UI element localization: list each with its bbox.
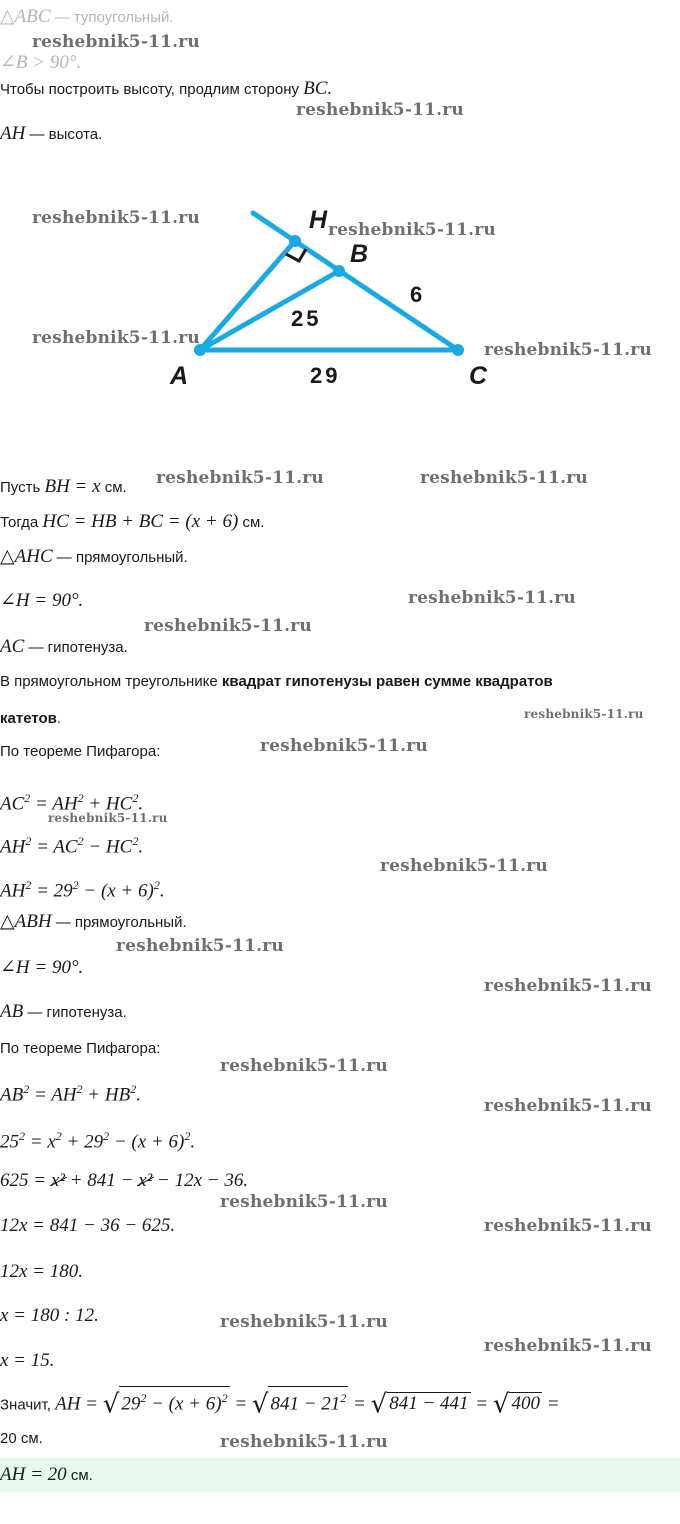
watermark: reshebnik5-11.ru: [380, 856, 548, 876]
hc-line: Тогда HC = HB + BC = (x + 6) см.: [0, 511, 265, 532]
extend-side-line: Чтобы построить высоту, продлим сторону BC.: [0, 78, 333, 99]
watermark: reshebnik5-11.ru: [116, 936, 284, 956]
eq-ah-squared: $AH^2 = AC^2 - HC^2$.: [0, 834, 144, 858]
watermark: reshebnik5-11.ru: [32, 32, 200, 52]
pythag-label-1: По теореме Пифагора:: [0, 743, 161, 760]
watermark: reshebnik5-11.ru: [328, 220, 496, 240]
eq-x-15: x = 15.: [0, 1350, 55, 1371]
eq-625-cancel: 625 = x² + 841 − x² − 12x − 36.: [0, 1170, 249, 1191]
altitude-line: AH — высота.: [0, 123, 103, 144]
watermark: reshebnik5-11.ru: [48, 811, 168, 825]
watermark: reshebnik5-11.ru: [420, 468, 588, 488]
watermark: reshebnik5-11.ru: [484, 340, 652, 360]
abh-right-line: △ABH — прямоугольный.: [0, 911, 187, 932]
watermark: reshebnik5-11.ru: [296, 100, 464, 120]
value-bc: 6: [410, 282, 426, 307]
label-b: B: [350, 240, 369, 268]
eq-ac-squared: $AC^2 = AH^2 + HC^2$.: [0, 791, 144, 815]
label-a: A: [170, 362, 189, 390]
answer-line: AH = 20 см.: [0, 1464, 93, 1485]
watermark: reshebnik5-11.ru: [484, 976, 652, 996]
label-c: C: [469, 362, 488, 390]
ac-hyp-line: AC — гипотенуза.: [0, 636, 128, 657]
angle-h-line-1: ∠H = 90°.: [0, 590, 84, 611]
watermark: reshebnik5-11.ru: [484, 1336, 652, 1356]
point-h: [289, 235, 301, 247]
eq-25-squared: $25^2 = x^2 + 29^2 - (x + 6)^2$.: [0, 1129, 196, 1153]
obtuse-triangle-line: △ABC — тупоугольный.: [0, 6, 174, 27]
angle-b-line: ∠B > 90°.: [0, 52, 82, 73]
answer-box: [0, 1458, 680, 1492]
watermark: reshebnik5-11.ru: [408, 588, 576, 608]
watermark: reshebnik5-11.ru: [524, 707, 644, 721]
watermark: reshebnik5-11.ru: [484, 1216, 652, 1236]
therefore-line: Значит, AH = √ $29^2 - (x + 6)^2$ = √ $841 - 21^2$ = √ 841 − 441 = √ 400 =: [0, 1386, 560, 1416]
eq-12x-expr: 12x = 841 − 36 − 625.: [0, 1215, 176, 1236]
point-b: [333, 265, 345, 277]
cancelled-x2: x²: [50, 1170, 65, 1191]
let-bh-line: Пусть BH = x см.: [0, 476, 127, 497]
watermark: reshebnik5-11.ru: [220, 1192, 388, 1212]
segment-ah: [200, 241, 295, 350]
watermark: reshebnik5-11.ru: [260, 736, 428, 756]
value-ab: 25: [291, 306, 322, 331]
eq-ah-numbers: $AH^2 = 29^2 - (x + 6)^2$.: [0, 878, 165, 902]
angle-h-line-2: ∠H = 90°.: [0, 957, 84, 978]
final-cm-line: 20 см.: [0, 1430, 43, 1447]
pythag-label-2: По теореме Пифагора:: [0, 1040, 161, 1057]
watermark: reshebnik5-11.ru: [156, 468, 324, 488]
ahc-right-line: △AHC — прямоугольный.: [0, 546, 188, 567]
watermark: reshebnik5-11.ru: [32, 208, 200, 228]
label-h: H: [309, 206, 328, 234]
theorem-line-1: В прямоугольном треугольнике квадрат гипотенузы равен сумме квадратов: [0, 673, 553, 690]
eq-x-div: x = 180 : 12.: [0, 1305, 99, 1326]
watermark: reshebnik5-11.ru: [220, 1432, 388, 1452]
eq-ab-squared: $AB^2 = AH^2 + HB^2$.: [0, 1082, 141, 1106]
watermark: reshebnik5-11.ru: [220, 1056, 388, 1076]
cancelled-x2: x²: [138, 1170, 153, 1191]
point-c: [452, 344, 464, 356]
ab-hyp-line: AB — гипотенуза.: [0, 1001, 127, 1022]
watermark: reshebnik5-11.ru: [484, 1096, 652, 1116]
theorem-line-2: катетов.: [0, 710, 62, 727]
watermark: reshebnik5-11.ru: [220, 1312, 388, 1332]
eq-12x-180: 12x = 180.: [0, 1261, 84, 1282]
value-ac: 29: [310, 363, 341, 388]
watermark: reshebnik5-11.ru: [144, 616, 312, 636]
watermark: reshebnik5-11.ru: [32, 328, 200, 348]
